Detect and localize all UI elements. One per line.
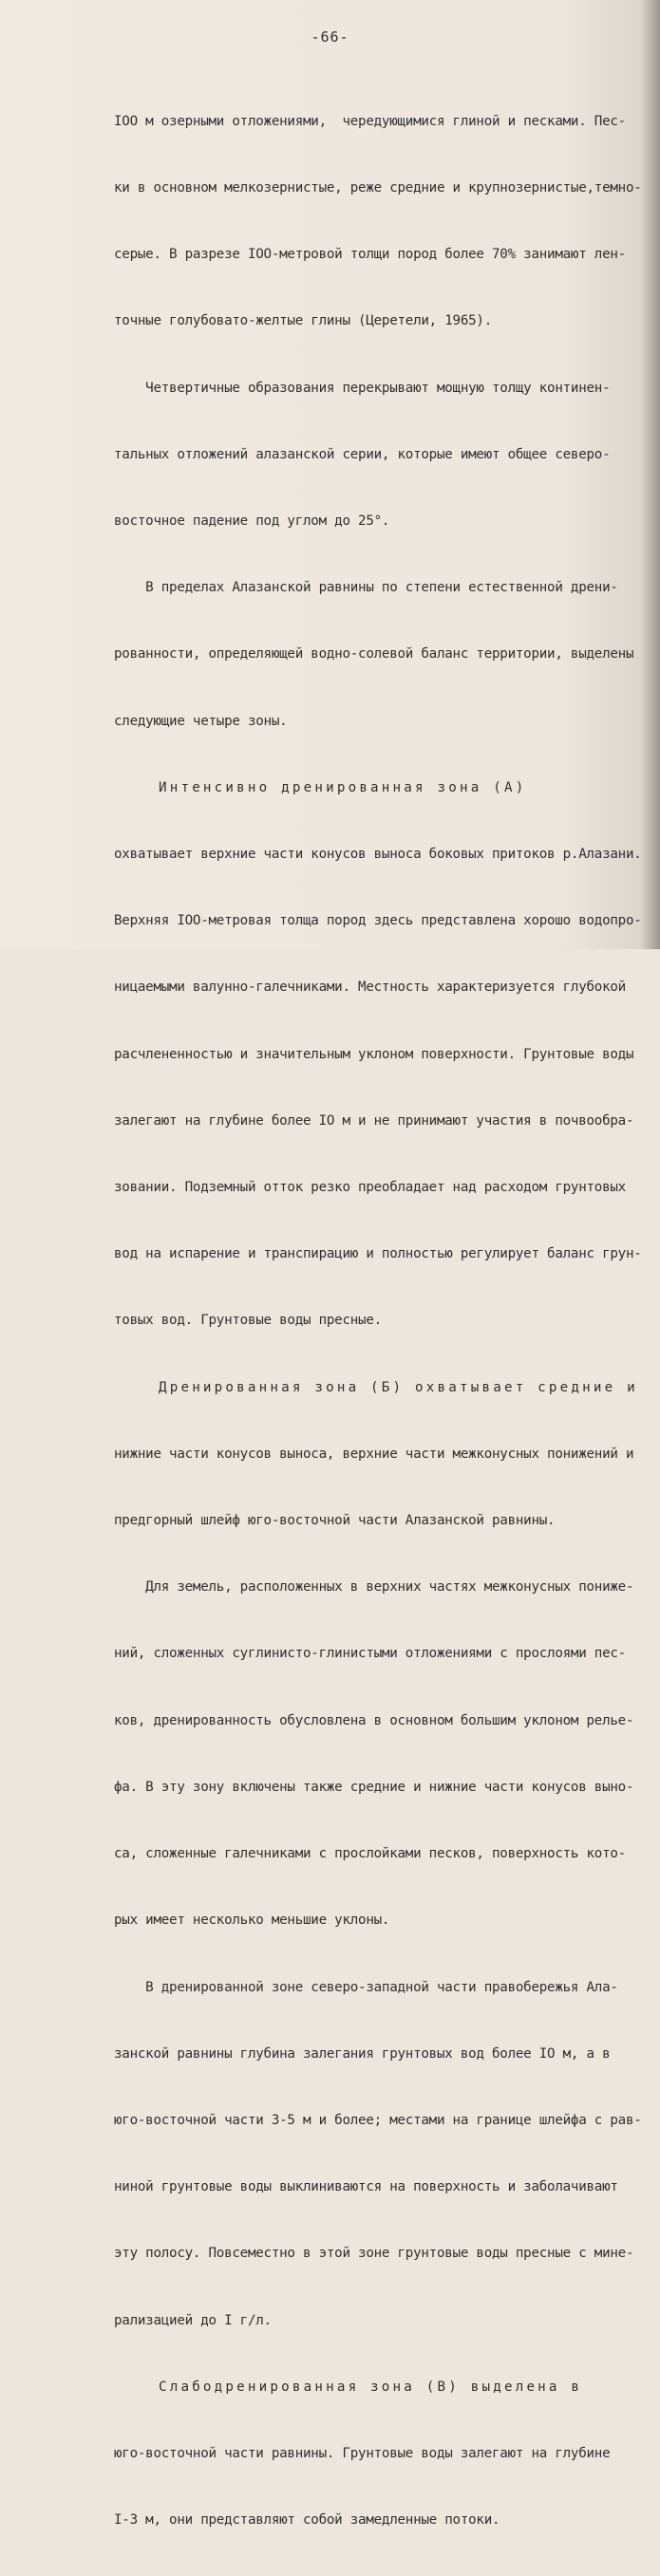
- page-number: -66-: [311, 28, 349, 46]
- text-line: фа. В эту зону включены также средние и нижние части конусов выно-: [114, 1779, 634, 1795]
- text-line: расчлененностью и значительным уклоном поверхности. Грунтовые воды: [114, 1046, 634, 1062]
- text-line: ний, сложенных суглинисто-глинистыми отложениями с прослоями пес-: [114, 1646, 626, 1662]
- text-line: рых имеет несколько меньшие уклоны.: [114, 1913, 390, 1929]
- text-line: восточное падение под углом до 25°.: [114, 513, 390, 530]
- body-text: [114, 66, 655, 2576]
- zone-heading-line: Слабодренированная зона (В) выделена в: [114, 2379, 583, 2395]
- text-line: ниной грунтовые воды выклиниваются на поверхность и заболачивают: [114, 2179, 618, 2195]
- text-line: Для земель, расположенных в верхних частях межконусных пониже-: [114, 1579, 634, 1596]
- text-line: вод на испарение и транспирацию и полностью регулирует баланс грун-: [114, 1246, 642, 1262]
- text-line: юго-восточной части равнины. Грунтовые воды залегают на глубине: [114, 2445, 611, 2461]
- text-line: Верхняя IOO-метровая толща пород здесь представлена хорошо водопро-: [114, 913, 642, 929]
- zone-heading-line: Интенсивно дренированная зона (А): [114, 779, 527, 795]
- text-line: предгорный шлейф юго-восточной части Алазанской равнины.: [114, 1513, 556, 1529]
- text-line: нижние части конусов выноса, верхние части межконусных понижений и: [114, 1446, 634, 1462]
- text-line: IOO м озерными отложениями, чередующимися глиной и песками. Пес-: [114, 113, 626, 129]
- text-line: I-3 м, они представляют собой замедленные потоки.: [114, 2512, 500, 2529]
- text-line: ницаемыми валунно-галечниками. Местность характеризуется глубокой: [114, 980, 626, 996]
- text-line: точные голубовато-желтые глины (Церетели, 1965).: [114, 313, 492, 329]
- text-line: Четвертичные образования перекрывают мощную толщу континен-: [114, 380, 611, 396]
- text-line: ков, дренированность обусловлена в основном большим уклоном релье-: [114, 1712, 634, 1728]
- zone-heading-line: Дренированная зона (Б) охватывает средние и: [114, 1379, 638, 1395]
- text-line: серые. В разрезе IOO-метровой толщи пород более 70% занимают лен-: [114, 247, 626, 263]
- text-line: В дренированной зоне северо-западной части правобережья Ала-: [114, 1979, 618, 1995]
- text-line: охватывает верхние части конусов выноса боковых притоков р.Алазани.: [114, 847, 642, 863]
- text-line: следующие четыре зоны.: [114, 713, 288, 729]
- text-line: зовании. Подземный отток резко преобладает над расходом грунтовых: [114, 1180, 626, 1196]
- text-line: В пределах Алазанской равнины по степени естественной дрени-: [114, 580, 618, 596]
- text-line: са, сложенные галечниками с прослойками песков, поверхность кото-: [114, 1846, 626, 1862]
- text-line: рализацией до I г/л.: [114, 2312, 272, 2328]
- text-line: рованности, определяющей водно-солевой баланс территории, выделены: [114, 646, 634, 663]
- text-line: эту полосу. Повсеместно в этой зоне грунтовые воды пресные с мине-: [114, 2246, 634, 2262]
- text-line: юго-восточной части 3-5 м и более; местами на границе шлейфа с рав-: [114, 2112, 642, 2128]
- text-line: занской равнины глубина залегания грунтовых вод более IO м, а в: [114, 2045, 611, 2062]
- text-line: ки в основном мелкозернистые, реже средние и крупнозернистые,темно-: [114, 180, 642, 196]
- text-line: залегают на глубине более IO м и не принимают участия в почвообра-: [114, 1112, 634, 1129]
- text-line: тальных отложений алазанской серии, которые имеют общее северо-: [114, 446, 611, 462]
- text-line: товых вод. Грунтовые воды пресные.: [114, 1313, 382, 1329]
